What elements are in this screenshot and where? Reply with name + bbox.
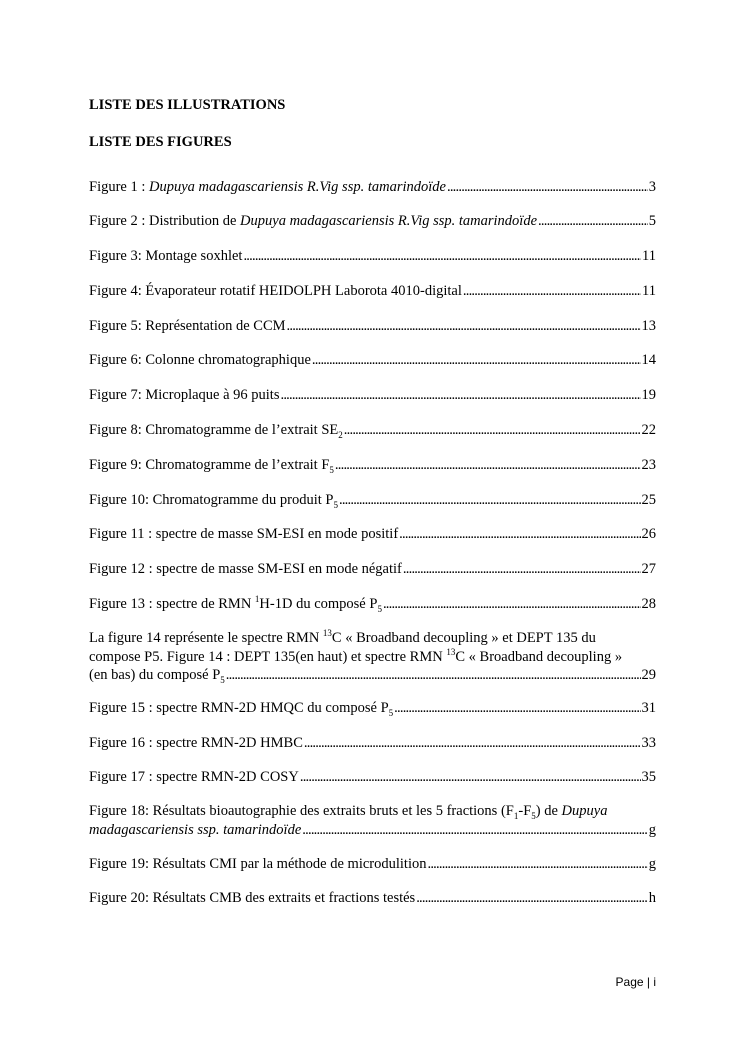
toc-entry-figure-20[interactable]: Figure 20: Résultats CMB des extraits et fractions testés . . . h: [89, 889, 656, 908]
toc-entry-figure-10[interactable]: Figure 10: Chromatogramme du produit $P_5$ . . . 25: [89, 491, 656, 510]
list-of-figures-heading: LISTE DES FIGURES: [89, 134, 232, 150]
toc-entry-figure-15[interactable]: Figure 15 : spectre RMN-2D HMQC du composé $P_5$ . . . 31: [89, 699, 656, 718]
toc-entry-figure-19[interactable]: Figure 19: Résultats CMI par la méthode de microdulition . . . g: [89, 855, 656, 874]
toc-entry-figure-11[interactable]: Figure 11 : spectre de masse SM-ESI en mode positif . . . 26: [89, 525, 656, 544]
toc-entry-figure-17[interactable]: Figure 17 : spectre RMN-2D COSY . . . 35: [89, 768, 656, 787]
toc-entry-figure-6[interactable]: Figure 6: Colonne chromatographique . . . 14: [89, 351, 656, 370]
toc-entry-figure-5[interactable]: Figure 5: Représentation de CCM . . . 13: [89, 317, 656, 336]
toc-entry-figure-7[interactable]: Figure 7: Microplaque à 96 puits . . . 19: [89, 386, 656, 405]
toc-entry-figure-8[interactable]: Figure 8: Chromatogramme de l’extrait $SE_2$ . . . 22: [89, 421, 656, 440]
toc-entry-figure-2[interactable]: Figure 2 : Distribution de Dupuya madagascariensis R.Vig ssp. tamarindoïde . . . 5: [89, 212, 656, 231]
toc-entry-figure-14[interactable]: La figure 14 représente le spectre RMN $^{13}$C « Broadband decoupling » et DEPT 135 du compose P5. Figure 14 : DEPT 135(en haut) et spectre RMN $^{13}$C « Broadband decoupling » (en bas) du composé $P_5$ . . . 29: [89, 629, 656, 685]
list-of-illustrations-heading: LISTE DES ILLUSTRATIONS: [89, 97, 286, 113]
toc-entry-figure-12[interactable]: Figure 12 : spectre de masse SM-ESI en mode négatif . . . 27: [89, 560, 656, 579]
toc-entry-figure-4[interactable]: Figure 4: Évaporateur rotatif HEIDOLPH Laborota 4010-digital . . . 11: [89, 282, 656, 301]
toc-entry-figure-18[interactable]: Figure 18: Résultats bioautographie des extraits bruts et les 5 fractions $(F_1-F_5)$ de Dupuya madagascariensis ssp. tamarindoïde . . . g: [89, 802, 656, 839]
page-number-footer: Page | i: [615, 975, 656, 989]
toc-entry-figure-1[interactable]: Figure 1 : Dupuya madagascariensis R.Vig ssp. tamarindoïde . . . 3: [89, 178, 656, 197]
toc-entry-figure-16[interactable]: Figure 16 : spectre RMN-2D HMBC . . . 33: [89, 734, 656, 753]
toc-entry-figure-13[interactable]: Figure 13 : spectre de RMN $^1$H-1D du composé $P_5$ . . . 28: [89, 595, 656, 614]
toc-entry-figure-9[interactable]: Figure 9: Chromatogramme de l’extrait $F_5$ . . . 23: [89, 456, 656, 475]
toc-entry-figure-3[interactable]: Figure 3: Montage soxhlet . . . 11: [89, 247, 656, 266]
